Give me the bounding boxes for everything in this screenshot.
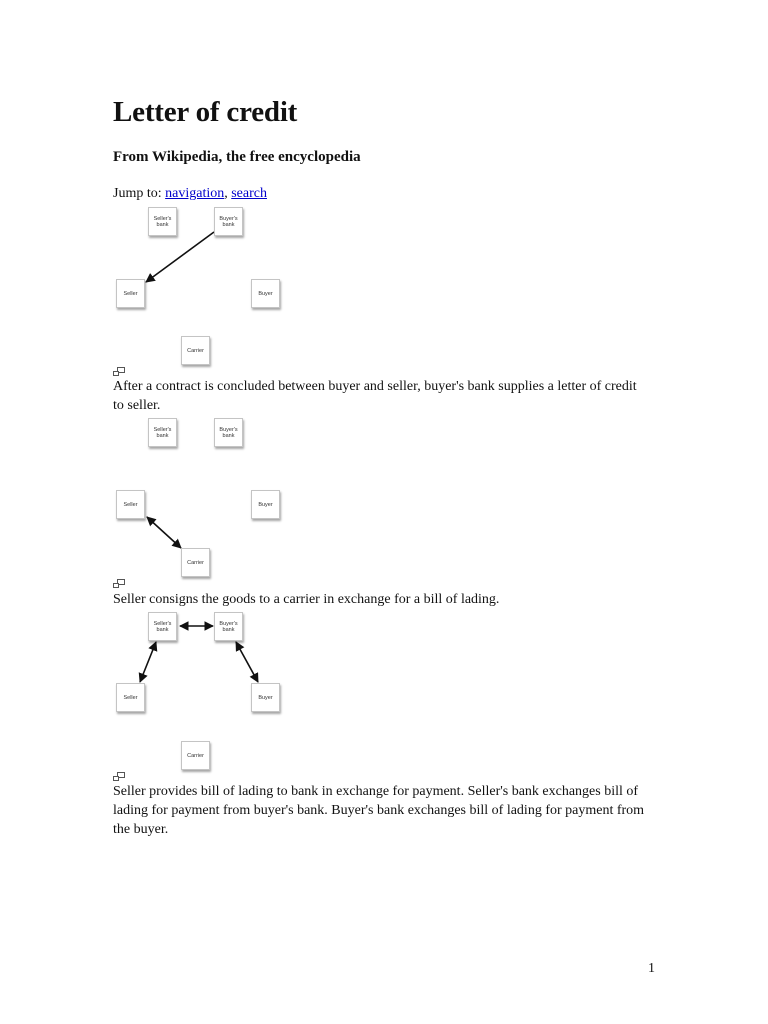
figure-caption: Seller consigns the goods to a carrier in exchange for a bill of lading.	[113, 592, 500, 607]
page-subtitle: From Wikipedia, the free encyclopedia	[113, 149, 361, 165]
arrow-buyers-bank-buyer	[236, 642, 258, 682]
buyers-bank-node: Buyer's bank	[214, 207, 243, 236]
buyer-node: Buyer	[251, 490, 280, 519]
arrow-seller-carrier	[147, 517, 181, 548]
enlarge-icon[interactable]	[113, 367, 125, 376]
buyers-bank-node: Buyer's bank	[214, 612, 243, 641]
navigation-link[interactable]: navigation	[165, 186, 225, 201]
buyers-bank-node: Buyer's bank	[214, 418, 243, 447]
arrow-seller-sellers-bank	[140, 642, 156, 682]
page-title: Letter of credit	[113, 96, 298, 128]
carrier-node: Carrier	[181, 741, 210, 770]
carrier-node: Carrier	[181, 548, 210, 577]
page-number: 1	[648, 961, 655, 976]
jump-to-label: Jump to:	[113, 186, 162, 201]
figure-caption: Seller provides bill of lading to bank in exchange for payment. Seller's bank exchanges bill of lading for payment from buyer's bank. Buyer's bank exchanges bill of lading for payment from the buyer.	[113, 784, 645, 837]
enlarge-icon[interactable]	[113, 579, 125, 588]
seller-node: Seller	[116, 279, 145, 308]
seller-node: Seller	[116, 683, 145, 712]
enlarge-icon[interactable]	[113, 772, 125, 781]
arrow-buyers-bank-to-seller	[146, 232, 214, 282]
figure-caption: After a contract is concluded between buyer and seller, buyer's bank supplies a letter of credit to seller.	[113, 379, 637, 413]
sellers-bank-node: Seller's bank	[148, 612, 177, 641]
sellers-bank-node: Seller's bank	[148, 418, 177, 447]
sellers-bank-node: Seller's bank	[148, 207, 177, 236]
buyer-node: Buyer	[251, 683, 280, 712]
search-link[interactable]: search	[231, 186, 267, 201]
jump-separator: ,	[224, 186, 228, 201]
seller-node: Seller	[116, 490, 145, 519]
buyer-node: Buyer	[251, 279, 280, 308]
carrier-node: Carrier	[181, 336, 210, 365]
